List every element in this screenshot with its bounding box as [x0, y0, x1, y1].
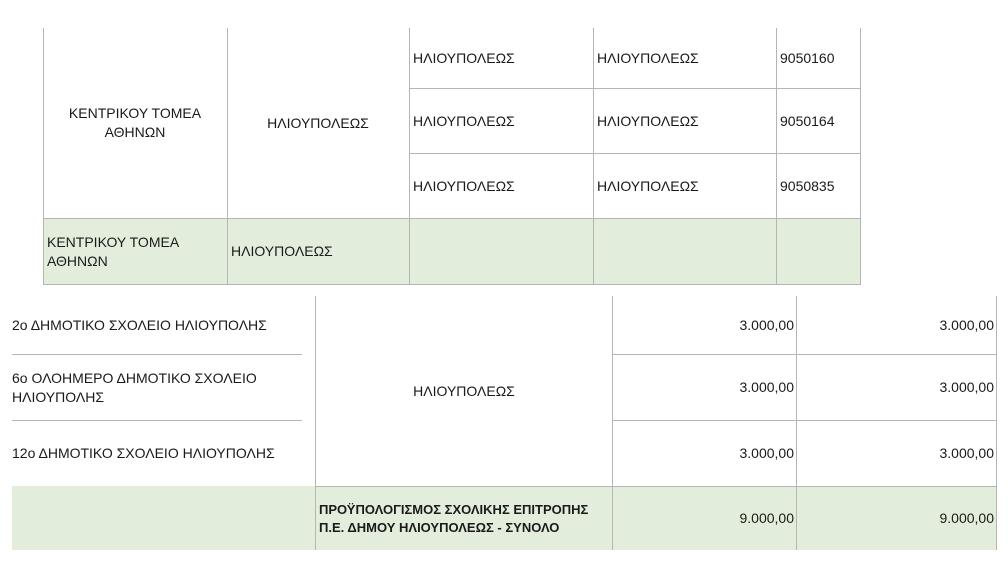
school-name: 2ο ΔΗΜΟΤΙΚΟ ΣΧΟΛΕΙΟ ΗΛΙΟΥΠΟΛΗΣ	[12, 316, 267, 333]
table-cell: ΗΛΙΟΥΠΟΛΕΩΣ	[413, 177, 515, 194]
municipality-cell: ΗΛΙΟΥΠΟΛΕΩΣ	[413, 382, 515, 399]
total-label: ΠΡΟΫΠΟΛΟΓΙΣΜΟΣ ΣΧΟΛΙΚΗΣ ΕΠΙΤΡΟΠΗΣ Π.Ε. ΔΗΜΟΥ ΗΛΙΟΥΠΟΛΕΩΣ - ΣΥΝΟΛΟ	[319, 501, 589, 535]
school-code: 9050164	[780, 112, 835, 129]
amount-cell: 3.000,00	[739, 445, 794, 461]
total-amount: 9.000,00	[739, 510, 794, 526]
amount-cell: 3.000,00	[739, 379, 794, 395]
table-cell: ΗΛΙΟΥΠΟΛΕΩΣ	[413, 49, 515, 66]
summary-municipality: ΗΛΙΟΥΠΟΛΕΩΣ	[231, 243, 333, 259]
table-cell: ΗΛΙΟΥΠΟΛΕΩΣ	[597, 49, 699, 66]
sector-cell: ΚΕΝΤΡΙΚΟΥ ΤΟΜΕΑ ΑΘΗΝΩΝ	[68, 105, 202, 140]
school-name	[12, 355, 274, 420]
amount-cell: 3.000,00	[939, 445, 994, 461]
school-name-text: 6ο ΟΛΟΗΜΕΡΟ ΔΗΜΟΤΙΚΟ ΣΧΟΛΕΙΟ ΗΛΙΟΥΠΟΛΗΣ	[12, 369, 257, 405]
school-code: 9050835	[780, 177, 835, 194]
amount-cell: 3.000,00	[939, 316, 994, 333]
bottom-table	[0, 290, 1008, 564]
table-cell: ΗΛΙΟΥΠΟΛΕΩΣ	[413, 112, 515, 129]
school-code: 9050160	[780, 49, 835, 66]
summary-sector: ΚΕΝΤΡΙΚΟΥ ΤΟΜΕΑ ΑΘΗΝΩΝ	[47, 233, 179, 269]
table-cell: ΗΛΙΟΥΠΟΛΕΩΣ	[597, 112, 699, 129]
table-cell: ΗΛΙΟΥΠΟΛΕΩΣ	[597, 177, 699, 194]
amount-cell: 3.000,00	[739, 316, 794, 333]
amount-cell: 3.000,00	[939, 379, 994, 395]
school-name: 12ο ΔΗΜΟΤΙΚΟ ΣΧΟΛΕΙΟ ΗΛΙΟΥΠΟΛΗΣ	[12, 445, 275, 461]
municipality-cell: ΗΛΙΟΥΠΟΛΕΩΣ	[267, 114, 369, 131]
total-amount: 9.000,00	[939, 510, 994, 526]
